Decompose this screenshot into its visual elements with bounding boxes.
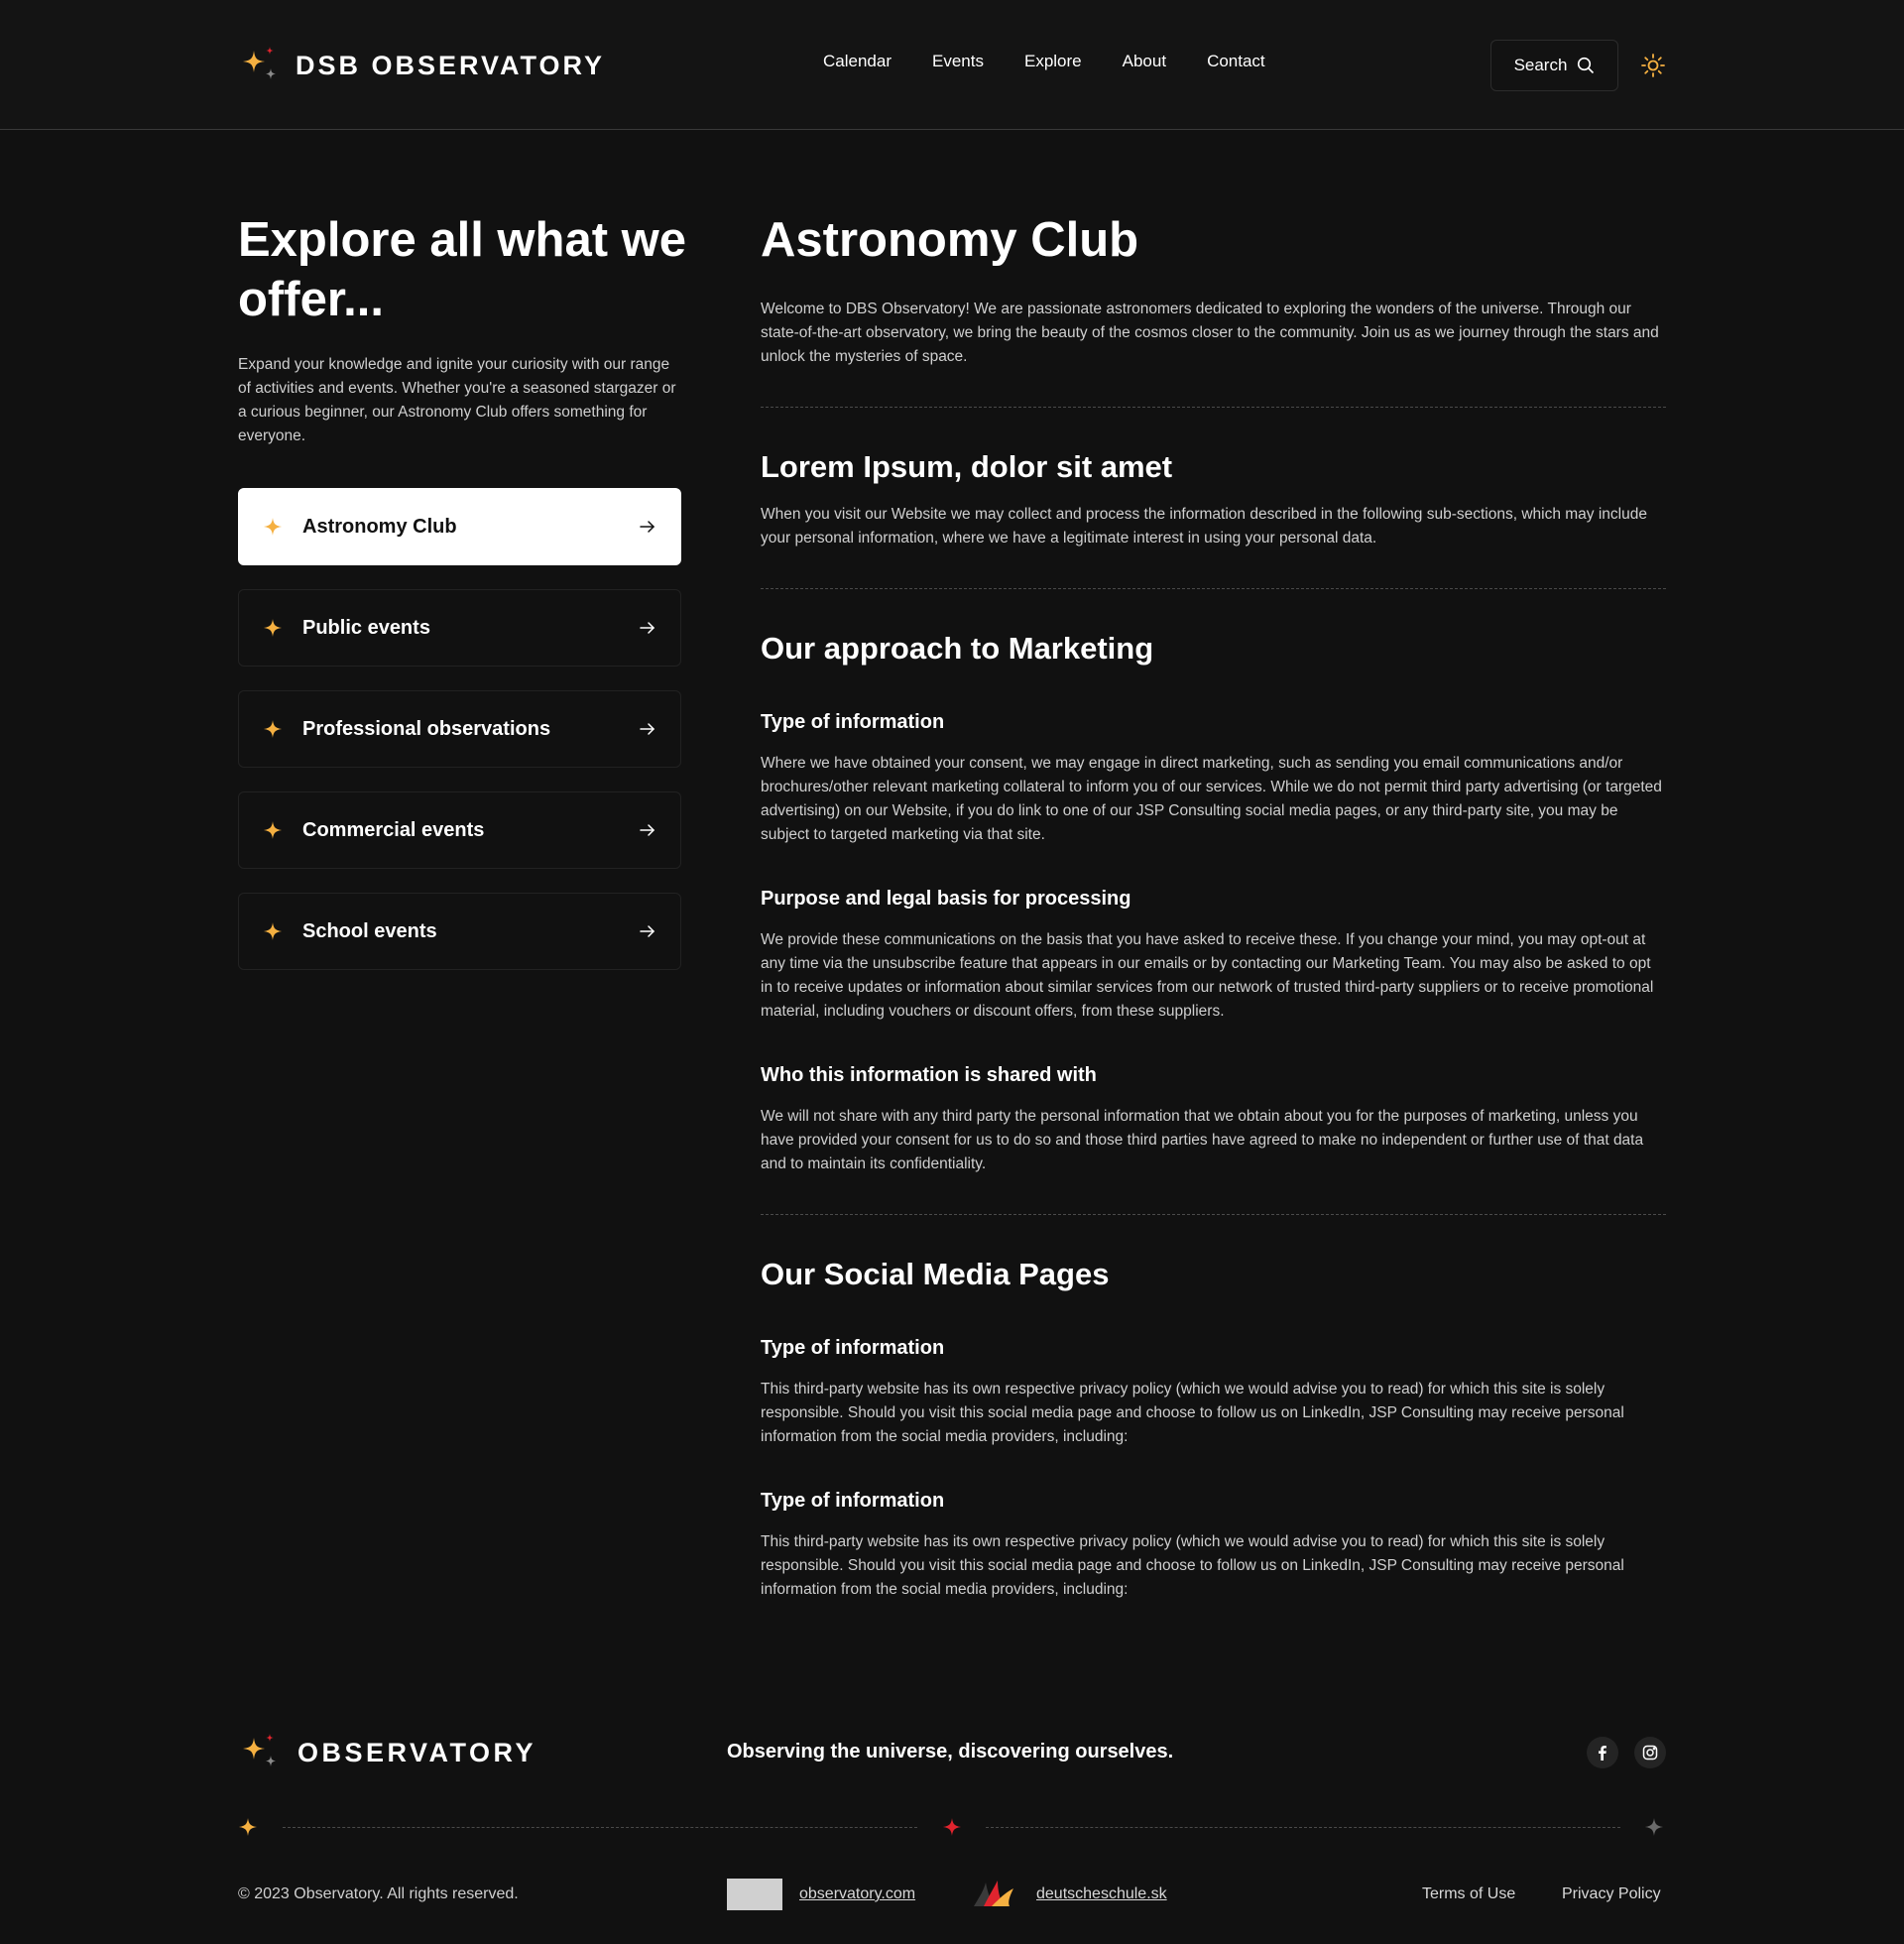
brand-name: DSB OBSERVATORY — [296, 50, 606, 80]
page-title: Astronomy Club — [761, 213, 1139, 267]
subsection-text: This third-party website has its own respective privacy policy (which we would advise you to read) for which this site is solely responsible. Should you visit this social media page and choose to follow us on LinkedIn, JSP Consulting may receive personal information from the social media providers, including: — [761, 1381, 1624, 1445]
search-label: Search — [1513, 56, 1568, 74]
arrow-right-icon — [639, 720, 656, 738]
partner-logo-placeholder — [727, 1879, 782, 1910]
nav-events[interactable]: Events — [932, 52, 984, 70]
menu-item-label: Astronomy Club — [302, 515, 457, 538]
intro-text: Welcome to DBS Observatory! We are passionate astronomers dedicated to exploring the wonders of the universe. Through our state-of-the-art observatory, we bring the beauty of the cosmos closer to the community. Join us as we journey through the stars and unlock the mysteries of space. — [761, 301, 1659, 365]
instagram-link[interactable] — [1634, 1737, 1666, 1768]
menu-item-label: Commercial events — [302, 818, 485, 841]
stars-logo-icon — [238, 43, 284, 88]
section-title: Our Social Media Pages — [761, 1257, 1110, 1291]
school-logo-icon — [970, 1877, 1021, 1910]
menu-item-astronomy-club[interactable] — [238, 488, 681, 565]
nav-contact[interactable]: Contact — [1207, 52, 1265, 70]
menu-item-school-events[interactable] — [238, 893, 681, 970]
star-icon — [942, 1817, 962, 1837]
star-icon — [263, 921, 283, 941]
menu-item-label: Public events — [302, 616, 430, 639]
star-icon — [263, 517, 283, 537]
subsection-title: Type of information — [761, 1337, 945, 1359]
divider — [761, 1214, 1666, 1215]
footer-brand-name: OBSERVATORY — [298, 1737, 537, 1767]
brand-logo[interactable] — [238, 44, 605, 87]
menu-item-label: Professional observations — [302, 717, 551, 740]
stars-logo-icon — [238, 1730, 284, 1775]
footer-divider — [986, 1827, 1620, 1828]
nav-calendar[interactable]: Calendar — [823, 52, 892, 70]
subsection-text: This third-party website has its own respective privacy policy (which we would advise you to read) for which this site is solely responsible. Should you visit this social media page and choose to follow us on LinkedIn, JSP Consulting may receive personal information from the social media providers, including: — [761, 1533, 1624, 1598]
menu-item-public-events[interactable] — [238, 589, 681, 667]
nav-explore[interactable]: Explore — [1023, 52, 1082, 70]
partner-link-observatory[interactable]: observatory.com — [799, 1885, 916, 1902]
subsection-text: We will not share with any third party the personal information that we obtain about you for the purposes of marketing, unless you have provided your consent for us to do so and those third parties have agreed to make no independent or further use of that data and to maintain its confidentiality. — [761, 1108, 1644, 1172]
sun-icon[interactable] — [1640, 53, 1666, 78]
menu-item-professional-observations[interactable] — [238, 690, 681, 768]
menu-item-label: School events — [302, 919, 437, 942]
footer-logo[interactable] — [238, 1730, 536, 1775]
search-button[interactable] — [1490, 40, 1618, 91]
facebook-icon — [1594, 1744, 1611, 1762]
arrow-right-icon — [639, 922, 656, 940]
subsection-title: Who this information is shared with — [761, 1064, 1097, 1086]
privacy-link[interactable]: Privacy Policy — [1562, 1885, 1661, 1902]
subsection-title: Type of information — [761, 711, 945, 733]
divider — [761, 407, 1666, 408]
explore-title: Explore all what we offer... — [238, 213, 687, 326]
footer-tagline: Observing the universe, discovering ourselves. — [727, 1741, 1174, 1762]
facebook-link[interactable] — [1587, 1737, 1618, 1768]
section-text: When you visit our Website we may collect and process the information described in the following sub-sections, which may include your personal information, where we have a legitimate interest in using your personal data. — [761, 506, 1647, 547]
section-title: Our approach to Marketing — [761, 631, 1154, 666]
footer-divider — [283, 1827, 917, 1828]
subsection-title: Purpose and legal basis for processing — [761, 888, 1131, 910]
instagram-icon — [1641, 1744, 1659, 1762]
divider — [761, 588, 1666, 589]
main-nav — [823, 52, 1306, 71]
arrow-right-icon — [639, 619, 656, 637]
subsection-text: We provide these communications on the basis that you have asked to receive these. If you change your mind, you may opt-out at any time via the unsubscribe feature that appears in our emails or by contacting our Marketing Team. You may also be asked to opt in to receive updates or information about similar services from our network of trusted third-party suppliers or to receive promotional material, including vouchers or discount offers, from these suppliers. — [761, 931, 1654, 1020]
star-icon — [238, 1817, 258, 1837]
terms-link[interactable]: Terms of Use — [1422, 1885, 1516, 1902]
copyright-text: © 2023 Observatory. All rights reserved. — [238, 1885, 519, 1902]
explore-description: Expand your knowledge and ignite your curiosity with our range of activities and events. Whether you're a seasoned stargazer or a curious beginner, our Astronomy Club offers something for everyone. — [238, 356, 676, 444]
main-content — [761, 210, 1666, 1602]
subsection-title: Type of information — [761, 1490, 945, 1512]
arrow-right-icon — [639, 518, 656, 536]
subsection-text: Where we have obtained your consent, we may engage in direct marketing, such as sending you email communications and/or brochures/other relevant marketing collateral to inform you of our services. While we do not permit third party advertising (or targeted advertising) on our Website, if you do link to one of our JSP Consulting social media pages, or any third-party site, you may be subject to targeted marketing via that site. — [761, 755, 1662, 843]
menu-item-commercial-events[interactable] — [238, 791, 681, 869]
star-icon — [263, 820, 283, 840]
nav-about[interactable]: About — [1122, 52, 1167, 70]
section-title: Lorem Ipsum, dolor sit amet — [761, 449, 1173, 484]
star-icon — [263, 618, 283, 638]
site-header — [0, 0, 1904, 130]
partner-link-deutscheschule[interactable]: deutscheschule.sk — [1036, 1885, 1167, 1902]
star-icon — [1644, 1817, 1664, 1837]
star-icon — [263, 719, 283, 739]
arrow-right-icon — [639, 821, 656, 839]
search-icon — [1577, 57, 1595, 74]
category-menu — [238, 488, 681, 994]
